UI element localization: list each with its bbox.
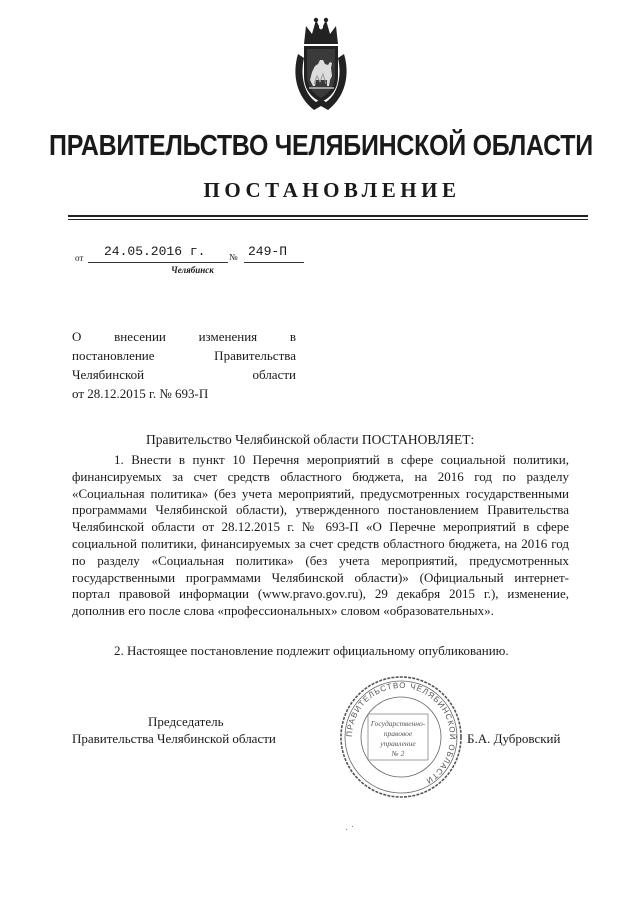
date-underline (88, 262, 228, 263)
document-subject (72, 327, 296, 403)
subject-line: О внесении изменения в (72, 329, 296, 344)
subject-line: постановление Правительства (72, 348, 296, 363)
number-underline (244, 262, 304, 263)
svg-text:Государственно-: Государственно- (370, 719, 426, 728)
paragraph-1: 1. Внести в пункт 10 Перечня мероприятий в сфере социальной политики, финансируемых за счет средств областного бюджета, на 2016 год по разделу «Социальная политика» (без учета мероприятий, предусмотренных государственными программами Челябинской области), утвержденного постановлением Правительства Челябинской области от 28.12.2015 г. № 693-П «О Перечне мероприятий в сфере социальной политики, финансируемых за счет средств областного бюджета, на 2016 год по разделу «Социальная политика» (без учета мероприятий, предусмотренных государственными программами Челябинской области)» (Официальный интернет-портал правовой информации (www.pravo.gov.ru), 29 декабря 2015 г.), изменение, дополнив его после слова «профессиональных» словом «образовательных». (72, 452, 569, 619)
city-label: Челябинск (171, 265, 214, 275)
subject-line: Челябинской области (72, 367, 296, 382)
decree-statement: Правительство Челябинской области ПОСТАНОВЛЯЕТ: (146, 432, 475, 447)
svg-text:правовое: правовое (383, 729, 413, 738)
svg-text:управление: управление (380, 739, 416, 748)
document-date: 24.05.2016 г. (104, 244, 206, 259)
number-prefix: № (229, 252, 238, 262)
date-prefix: от (75, 253, 84, 263)
official-seal-stamp (338, 674, 464, 800)
document-type-heading: ПОСТАНОВЛЕНИЕ (203, 178, 461, 202)
coat-of-arms-emblem (290, 14, 352, 114)
scan-specks: · ˙ (345, 825, 355, 836)
signatory-role-line-2: Правительства Челябинской области (72, 731, 276, 746)
organization-title: ПРАВИТЕЛЬСТВО ЧЕЛЯБИНСКОЙ ОБЛАСТИ (49, 130, 593, 162)
subject-line: от 28.12.2015 г. № 693-П (72, 386, 209, 401)
document-number: 249-П (248, 244, 288, 259)
header-rule-thick (68, 215, 588, 217)
svg-text:ПРАВИТЕЛЬСТВО ЧЕЛЯБИНСКОЙ ОБЛА: ПРАВИТЕЛЬСТВО ЧЕЛЯБИНСКОЙ ОБЛАСТИ (344, 680, 458, 786)
svg-text:№ 2: № 2 (391, 749, 405, 758)
header-rule-thin (68, 219, 588, 220)
paragraph-2: 2. Настоящее постановление подлежит официальному опубликованию. (114, 643, 509, 658)
signatory-name: Б.А. Дубровский (467, 731, 561, 746)
signatory-role-line-1: Председатель (148, 714, 224, 729)
